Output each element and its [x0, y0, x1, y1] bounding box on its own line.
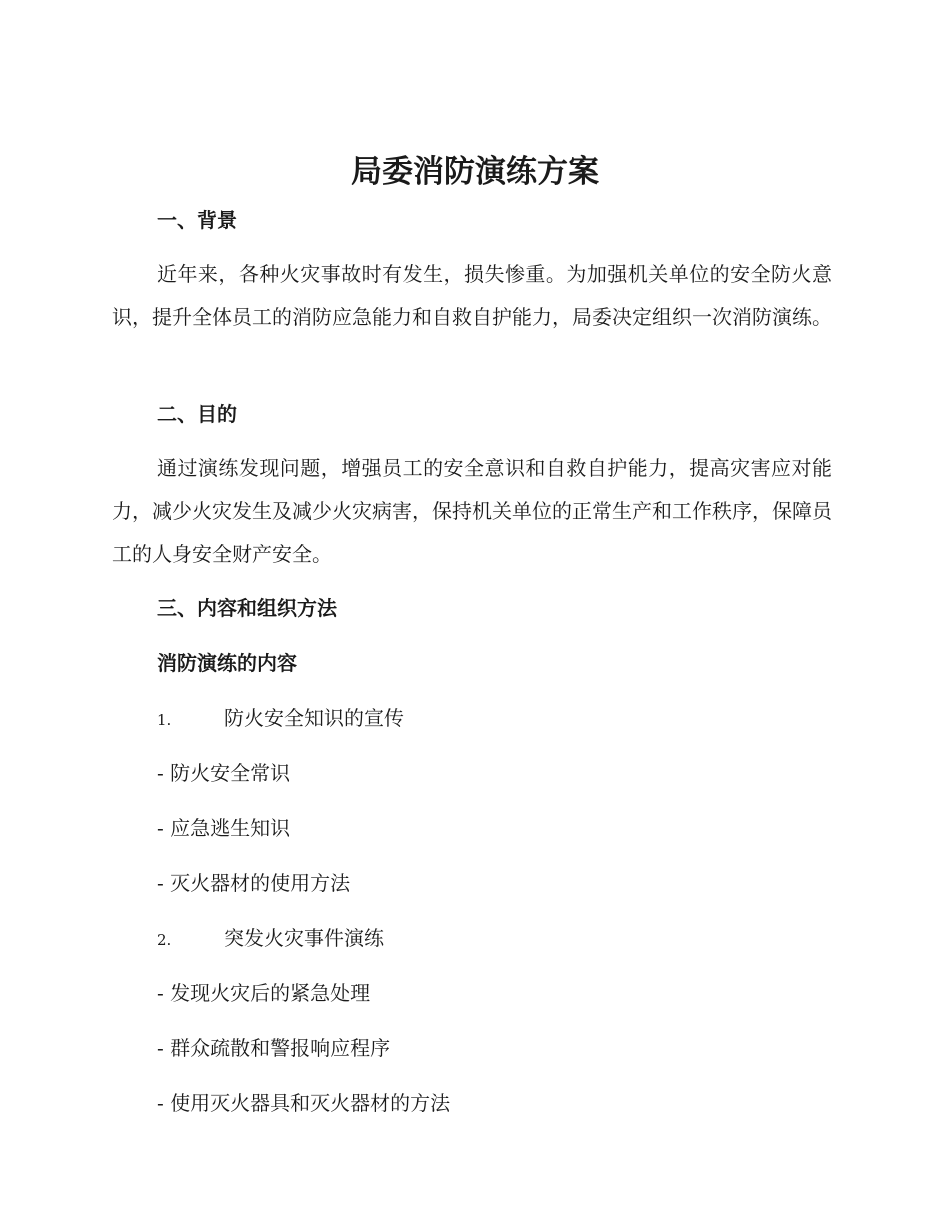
section-heading-content: 三、内容和组织方法 [157, 596, 337, 620]
section-heading-purpose: 二、目的 [157, 402, 237, 426]
numbered-item [157, 704, 404, 734]
list-item: - 防火安全常识 [157, 761, 291, 785]
section-heading-background: 一、背景 [157, 208, 237, 232]
list-item: - 应急逃生知识 [157, 816, 291, 840]
section-paragraph-purpose: 通过演练发现问题，增强员工的安全意识和自救自护能力，提高灾害应对能力，减少火灾发生及减少火灾病害，保持机关单位的正常生产和工作秩序，保障员工的人身安全财产安全。 [112, 456, 832, 566]
item-label: 防火安全知识的宣传 [224, 706, 404, 730]
list-item: - 使用灭火器具和灭火器材的方法 [157, 1091, 451, 1115]
document-title: 局委消防演练方案 [351, 154, 599, 190]
numbered-item [157, 924, 384, 954]
list-item: - 灭火器材的使用方法 [157, 871, 351, 895]
item-number: 2. [157, 931, 172, 949]
item-number: 1. [157, 711, 172, 729]
list-item: - 群众疏散和警报响应程序 [157, 1036, 391, 1060]
section-paragraph-background: 近年来，各种火灾事故时有发生，损失惨重。为加强机关单位的安全防火意识，提升全体员工的消防应急能力和自救自护能力，局委决定组织一次消防演练。 [112, 262, 832, 329]
list-item: - 发现火灾后的紧急处理 [157, 981, 371, 1005]
subheading-drill-content: 消防演练的内容 [157, 651, 297, 675]
item-label: 突发火灾事件演练 [224, 926, 384, 950]
